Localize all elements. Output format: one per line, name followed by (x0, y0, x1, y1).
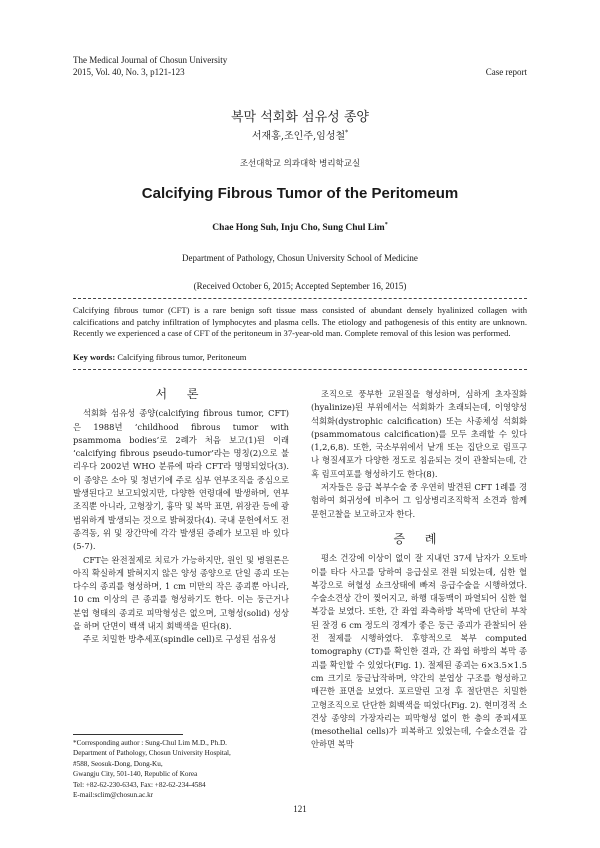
journal-citation: 2015, Vol. 40, No. 3, p121-123 (73, 67, 185, 77)
paragraph: 저자들은 응급 복부수술 중 우연히 발견된 CFT 1례를 경험하여 회귀성에 비추어 그 임상병리조직학적 소견과 함께 문헌고찰을 보고하고자 한다. (311, 482, 527, 519)
abstract-bottom-rule (73, 369, 527, 370)
received-dates: (Received October 6, 2015; Accepted September 16, 2015) (193, 281, 407, 291)
keywords-label: Key words: (73, 352, 116, 362)
english-author-names: Chae Hong Suh, Inju Cho, Sung Chul Lim (212, 223, 385, 234)
corresponding-mark: * (345, 129, 349, 137)
footnote-line: Department of Pathology, Chosun University Hospital, (73, 749, 231, 758)
section-heading-introduction: 서 론 (155, 387, 207, 401)
paragraph: 조직으로 풍부한 교원질을 형성하며, 심하게 초자질화(hyalinize)된 부위에서는 석회화가 초래되는데, 이영양성 석회화(dystrophic calcification) 또는 사종체성 석회화(psammomatous calcification)를 모두 초래할 수 있다(1,2,6,8). 또한, 국소부위에서 낱개 또는 집단으로 림프구나 형질세포가 다양한 정도로 침윤되는 것이 관찰되는데, 간혹 림프여포를 형성하기도 한다(8). (311, 389, 527, 479)
page-number: 121 (293, 804, 307, 814)
korean-affiliation: 조선대학교 의과대학 병리학교실 (239, 159, 361, 169)
korean-title: 복막 석회화 섬유성 종양 (231, 110, 369, 125)
korean-authors (0, 127, 600, 142)
paragraph: 석회화 섬유성 종양(calcifying fibrous tumor, CFT)은 1988년 ‘childhood fibrous tumor with psammoma bodies’로 2례가 처음 보고(1)된 이래 ‘calcifying fibrous pseudo-tumor’라는 명칭(2)으로 불리우다 2002년 WHO 분류에 따라 CFT라 명명되었다(3). 이 종양은 소아 및 청년기에 주로 심부 연부조직을 중심으로 발생된다고 보고되었지만, 다양한 연령대에 발생하며, 연부조직뿐 아니라, 고형장기, 흉막 및 복막 표면, 위장관 등에 광범위하게 발생되는 것으로 밝혀졌다(4). 국내 문헌에서도 전종격동, 위 및 장간막에 각각 발생된 증례가 보고된 바 있다(5-7). (73, 408, 289, 552)
corresponding-footnote (73, 738, 293, 800)
footnote-rule (73, 734, 183, 735)
english-affiliation: Department of Pathology, Chosun University School of Medicine (182, 253, 418, 263)
footnote-line: Tel: +82-62-230-6343, Fax: +82-62-234-4584 (73, 780, 206, 789)
keywords (73, 352, 527, 362)
keywords-text: Calcifying fibrous tumor, Peritoneum (117, 352, 247, 362)
footnote-line: *Corresponding author : Sung-Chul Lim M.D., Ph.D. (73, 739, 227, 747)
english-authors (0, 222, 600, 233)
left-column (73, 388, 289, 647)
article-type: Case report (485, 67, 527, 77)
paragraph: 주로 치밀한 방추세포(spindle cell)로 구성된 섬유성 (83, 634, 277, 645)
abstract-top-rule (73, 298, 527, 299)
journal-name: The Medical Journal of Chosun University (73, 55, 228, 65)
footnote-email[interactable]: E-mail:sclim@chosun.ac.kr (73, 791, 154, 800)
paragraph: 평소 건강에 이상이 없이 잘 지내던 37세 남자가 오토바이를 타다 사고를 당하여 응급실로 전원 되었는데, 심한 혈복강으로 허혈성 쇼크상태에 빠져 응급수술을 시행하였다. 수술소견상 간이 찢어지고, 하행 대동맥이 파열되어 심한 혈복강을 보였다. 또한, 간 좌엽 좌측하방 복막에 단단히 부착된 잘경 6 cm 정도의 경계가 좋은 둥근 종괴가 관찰되어 완전 절제를 시행하였다. 후향적으로 복부 computed tomography (CT)를 확인한 결과, 간 좌엽 하방의 복막 종괴를 확인할 수 있었다(Fig. 1). 절제된 종괴는 6×3.5×1.5 cm 크기로 둥글납작하며, 약간의 분엽상 구조를 형성하고 매끈한 표면을 보였다. 포르말린 고정 후 절단면은 치밀한 고형조직으로 단단한 회백색을 띠었다(Fig. 2). 현미경적 소견상 종양의 가장자리는 피막형성 없이 한 층의 중피세포(mesothelial cells)가 피복하고 있었는데, 수술소견을 감안하면 복막 (311, 553, 527, 750)
footnote-line: Gwangju City, 501-140, Republic of Korea (73, 770, 198, 779)
korean-author-names: 서재홍,조인주,임성철 (251, 131, 346, 142)
corresponding-mark-en: * (384, 222, 388, 228)
journal-header (73, 54, 227, 78)
section-heading-case: 증 례 (393, 531, 445, 546)
paragraph: CFT는 완전절제로 치료가 가능하지만, 원인 및 병원론은 아직 확실하게 밝혀지지 않은 양성 종양으로 단일 종괴 또는 다수의 종괴를 형성하며, 1 cm 미만의 작은 종괴뿐 아니라, 10 cm 이상의 큰 종괴를 형성하기도 한다. 이는 둥근거나 분엽 형태의 종괴로 피막형성은 없으며, 고형성(solid) 성상을 하며 단면이 백색 내지 회백색을 띤다(8). (73, 554, 289, 632)
abstract: Calcifying fibrous tumor (CFT) is a rare benign soft tissue mass consisted of abundant densely hyalinized collagen with calcifications and patchy infiltration of lymphocytes and plasma cells. The etiology and pathogenesis of this entity are unknown. Recently we experienced a case of CFT of the peritoneum in 37-year-old man. Complete removal of this lesion was performed. (73, 305, 527, 339)
right-column (311, 388, 527, 752)
english-title: Calcifying Fibrous Tumor of the Peritomeum (141, 185, 459, 202)
footnote-line: #588, Seosuk-Dong, Dong-Ku, (73, 759, 163, 768)
